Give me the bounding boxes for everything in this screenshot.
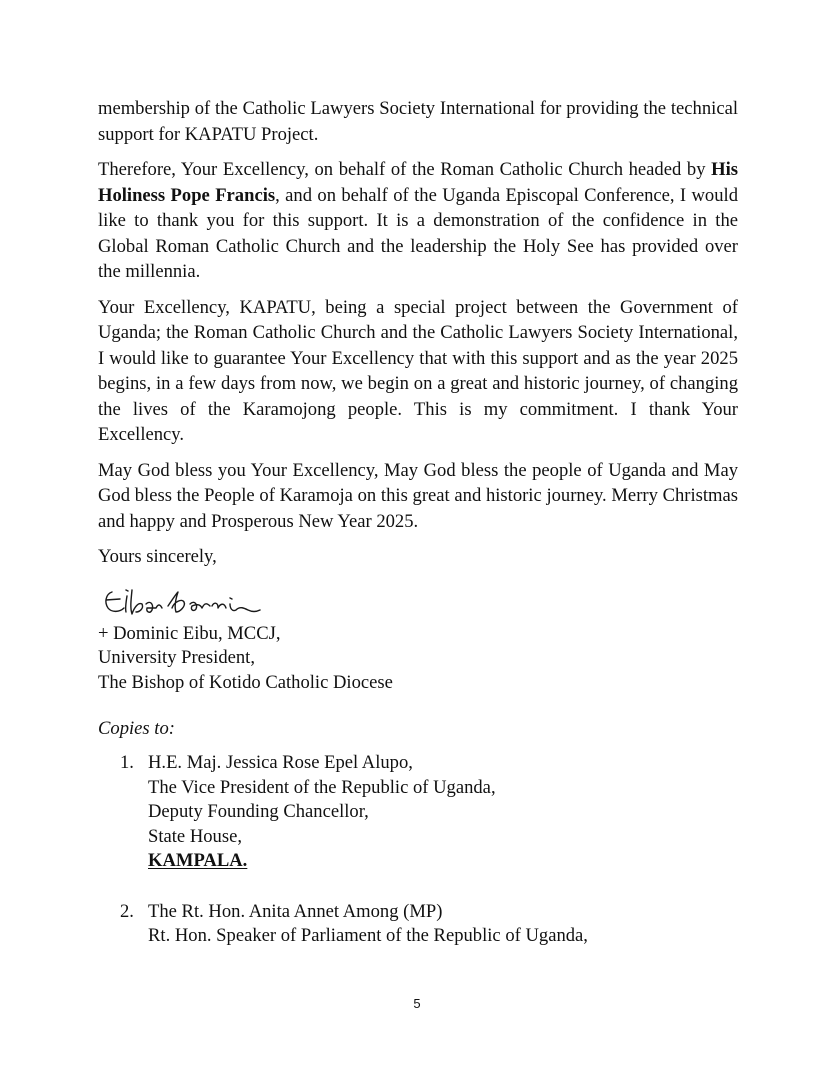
handwritten-signature [98, 582, 268, 622]
signatory-name: + Dominic Eibu, MCCJ, [98, 622, 281, 644]
page-number: 5 [413, 996, 421, 1011]
paragraph-4: May God bless you Your Excellency, May God bless the people of Uganda and May God bless the People of Karamoja on this great and historic journey. Merry Christmas and happy and Prosperous New Year 2025. [98, 459, 738, 532]
paragraph-2 [98, 157, 738, 285]
paragraph-2-start: Therefore, Your Excellency, on behalf of the Roman Catholic Church headed by [98, 159, 712, 180]
paragraph-2-end: , and on behalf of the Uganda Episcopal Conference, I would like to thank you for this support. It is a demonstration of the confidence in the Global Roman Catholic Church and the leadership the Holy See has provided over the millennia. [98, 184, 738, 282]
signatory-block [98, 622, 738, 696]
signatory-diocese: The Bishop of Kotido Catholic Diocese [98, 671, 393, 693]
paragraph-1: membership of the Catholic Lawyers Society International for providing the technical support for KAPATU Project. [98, 98, 738, 145]
signatory-title: University President, [98, 647, 255, 668]
recipient-title: Rt. Hon. Speaker of Parliament of the Republic of Uganda, [148, 925, 588, 946]
pope-name: His Holiness Pope Francis [98, 159, 738, 206]
recipient-title: The Vice President of the Republic of Uganda, [148, 776, 496, 798]
recipient-name: H.E. Maj. Jessica Rose Epel Alupo, [148, 752, 413, 773]
paragraph-3: Your Excellency, KAPATU, being a special project between the Government of Uganda; the Roman Catholic Church and the Catholic Lawyers Society International, I would like to guarantee Your Excellency that with this support and as the year 2025 begins, in a few days from now, we begin on a great and historic journey, of changing the lives of the Karamojong people. This is my commitment. I thank Your Excellency. [98, 296, 738, 445]
copy-recipient-2 [98, 900, 738, 949]
recipient-address: State House, [148, 825, 242, 847]
copy-recipient-1 [98, 751, 738, 874]
copies-list [98, 751, 738, 949]
letter-page [98, 96, 738, 975]
copies-heading: Copies to: [98, 718, 175, 739]
recipient-name: The Rt. Hon. Anita Annet Among (MP) [148, 900, 443, 922]
closing-salutation: Yours sincerely, [98, 546, 217, 567]
copy-number: 1. [120, 752, 134, 773]
recipient-role: Deputy Founding Chancellor, [148, 801, 369, 822]
copy-number: 2. [120, 900, 134, 922]
recipient-city: KAMPALA. [148, 850, 248, 871]
